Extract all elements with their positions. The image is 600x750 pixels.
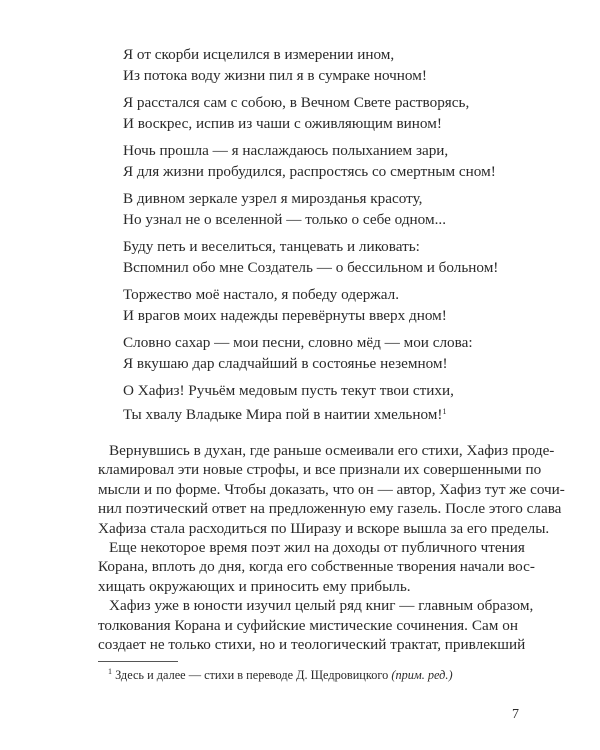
text-line: Хафиз уже в юности изучил целый ряд книг — главным образом, xyxy=(109,597,534,615)
stanza xyxy=(123,332,543,374)
verse-line: Из потока воду жизни пил я в сумраке ночном! xyxy=(123,67,427,84)
text-line: Корана, вплоть до дня, когда его собственные творения начали вос- xyxy=(98,558,535,576)
stanza xyxy=(123,380,543,422)
verse-line: Ночь прошла — я наслаждаюсь полыханием зари, xyxy=(123,142,449,159)
verse-line: Я от скорби исцелился в измерении ином, xyxy=(123,46,395,63)
verse-line: Буду петь и веселиться, танцевать и ликовать: xyxy=(123,238,420,255)
body-text xyxy=(98,441,565,654)
text-line: создает не только стихи, но и теологический трактат, привлекший xyxy=(98,635,526,653)
verse-line: Вспомнил обо мне Создатель — о бессильном и больном! xyxy=(123,259,499,276)
verse-line: И врагов моих надежды перевёрнуты вверх дном! xyxy=(123,307,447,324)
text-line: толкования Корана и суфийские мистические сочинения. Сам он xyxy=(98,616,518,634)
verse-line xyxy=(123,401,543,422)
verse-text: Ты хвалу Владыке Мира пой в наитии хмельном! xyxy=(123,406,443,423)
text-line: Вернувшись в духан, где раньше осмеивали его стихи, Хафиз проде- xyxy=(109,442,555,459)
text-line: хищать окружающих и приносить ему прибыль. xyxy=(98,577,411,595)
stanza xyxy=(123,284,543,326)
poem xyxy=(123,44,543,428)
stanza xyxy=(123,236,543,278)
verse-line: И воскрес, испив из чаши с оживляющим вином! xyxy=(123,115,442,132)
footnote-reference: 1 xyxy=(442,407,447,416)
page-number: 7 xyxy=(512,707,519,722)
footnote-text: Здесь и далее — стихи в переводе Д. Щедровицкого xyxy=(115,668,392,682)
verse-line: В дивном зеркале узрел я мирозданья красоту, xyxy=(123,190,423,207)
stanza xyxy=(123,44,543,86)
stanza xyxy=(123,140,543,182)
stanza xyxy=(123,92,543,134)
verse-line: Торжество моё настало, я победу одержал. xyxy=(123,286,400,303)
text-line: кламировал эти новые строфы, и все признали их совершенными по xyxy=(98,461,542,479)
verse-line: Я расстался сам с собою, в Вечном Свете растворясь, xyxy=(123,94,470,111)
verse-line: Я вкушаю дар сладчайший в состоянье неземном! xyxy=(123,355,448,372)
text-line: мысли и по форме. Чтобы доказать, что он — автор, Хафиз тут же сочи- xyxy=(98,480,565,498)
footnote-editor-note: (прим. ред.) xyxy=(391,668,453,682)
verse-line: Но узнал не о вселенной — только о себе одном... xyxy=(123,211,446,228)
verse-line: Я для жизни пробудился, распростясь со смертным сном! xyxy=(123,163,496,180)
footnote-number: 1 xyxy=(108,667,112,676)
text-line: Хафиза стала расходиться по Ширазу и вскоре вышла за его пределы. xyxy=(98,519,550,537)
text-line: нил поэтический ответ на предложенную ему газель. После этого слава xyxy=(98,500,562,518)
footnote xyxy=(108,667,453,683)
footnote-divider xyxy=(98,661,178,662)
text-line: Еще некоторое время поэт жил на доходы от публичного чтения xyxy=(109,538,525,556)
stanza xyxy=(123,188,543,230)
verse-line: О Хафиз! Ручьём медовым пусть текут твои стихи, xyxy=(123,382,454,399)
verse-line: Словно сахар — мои песни, словно мёд — мои слова: xyxy=(123,334,473,351)
